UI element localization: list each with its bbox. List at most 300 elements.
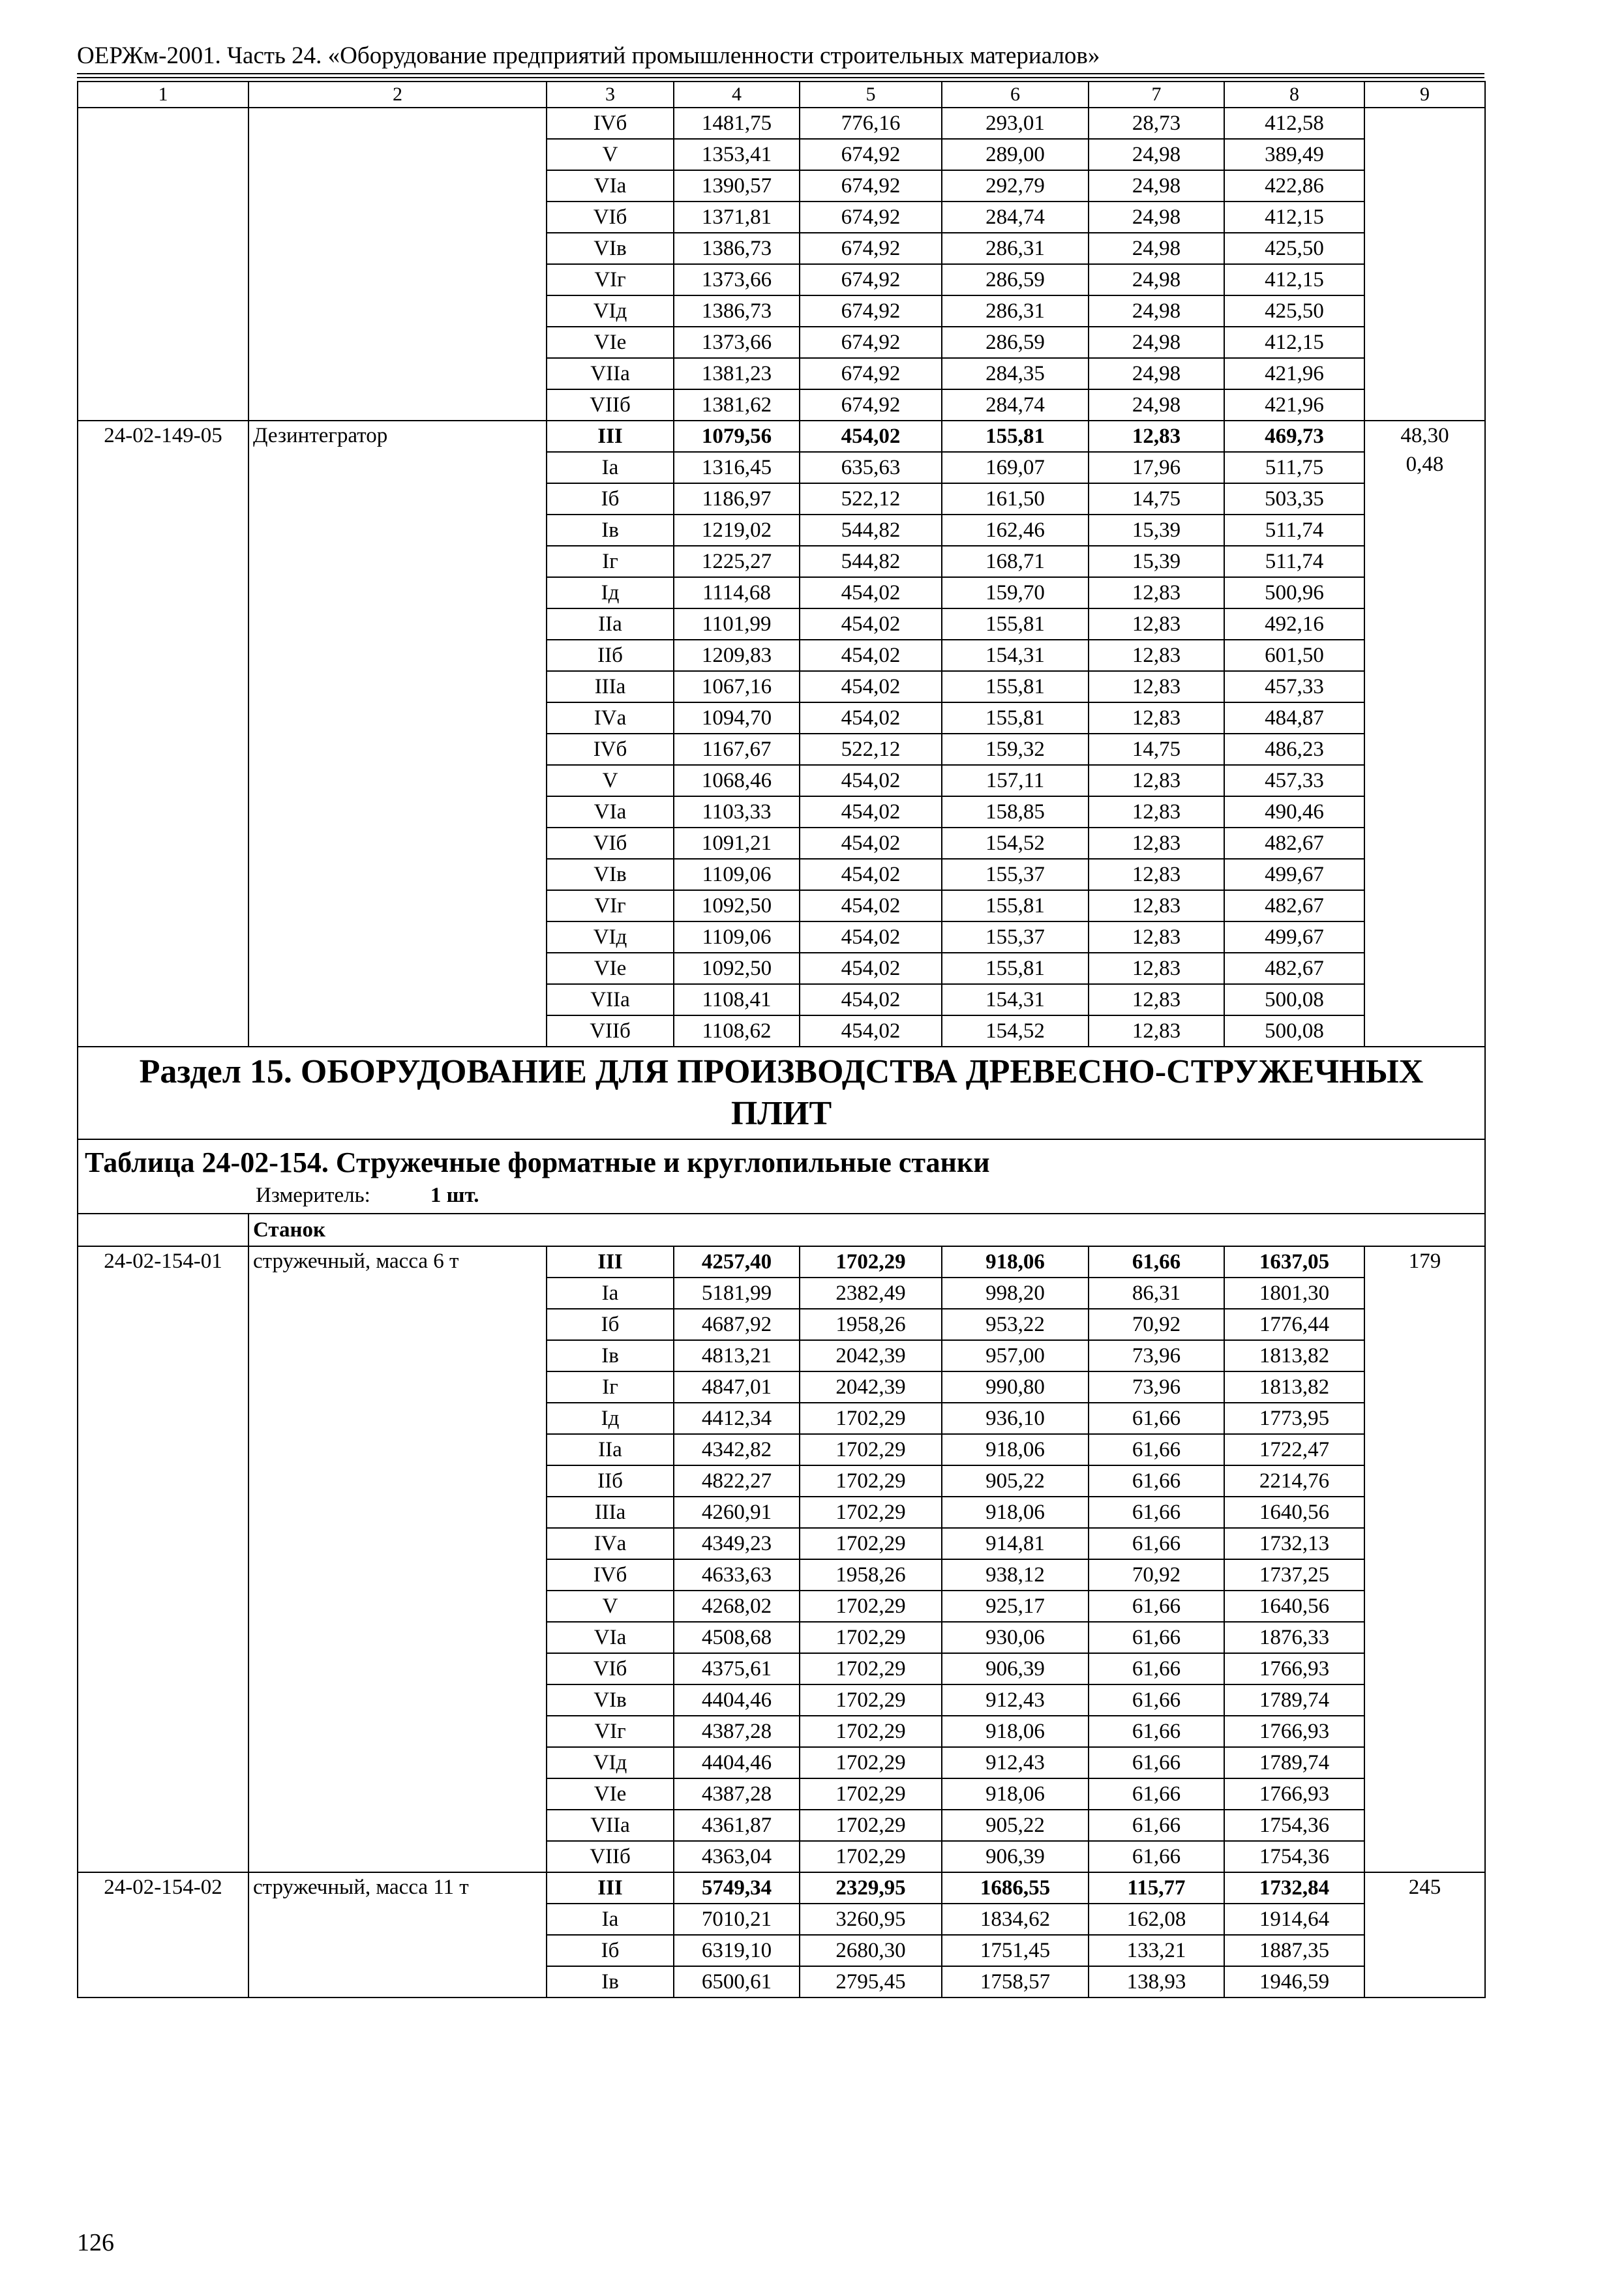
value-cell-c6: 159,70 xyxy=(942,577,1089,608)
value-cell-c7: 61,66 xyxy=(1089,1622,1224,1653)
value-cell-c7: 15,39 xyxy=(1089,546,1224,577)
zone-cell: IIб xyxy=(547,1465,674,1497)
value-cell-c7: 12,83 xyxy=(1089,671,1224,702)
value-cell-c8: 500,08 xyxy=(1224,1015,1364,1047)
value-cell-c4: 1386,73 xyxy=(674,233,800,264)
value-cell-c4: 4349,23 xyxy=(674,1528,800,1559)
zone-cell: III xyxy=(547,1872,674,1904)
value-cell-c7: 28,73 xyxy=(1089,108,1224,139)
value-cell-c7: 12,83 xyxy=(1089,796,1224,828)
value-cell-c4: 4508,68 xyxy=(674,1622,800,1653)
value-cell-c6: 157,11 xyxy=(942,765,1089,796)
value-cell-c5: 454,02 xyxy=(800,608,942,640)
value-cell-c8: 1887,35 xyxy=(1224,1935,1364,1966)
value-cell-c8: 1914,64 xyxy=(1224,1904,1364,1935)
value-cell-c5: 454,02 xyxy=(800,984,942,1015)
value-cell-c7: 61,66 xyxy=(1089,1497,1224,1528)
value-cell-c4: 1094,70 xyxy=(674,702,800,734)
value-cell-c4: 1186,97 xyxy=(674,483,800,515)
column-number-row xyxy=(78,82,1485,108)
value-cell-c5: 1702,29 xyxy=(800,1465,942,1497)
value-cell-c6: 293,01 xyxy=(942,108,1089,139)
measure-value: 1 шт. xyxy=(430,1184,479,1207)
value-cell-c4: 1109,06 xyxy=(674,859,800,890)
page-number: 126 xyxy=(77,2229,114,2256)
item-name xyxy=(248,108,547,421)
value-cell-c6: 1834,62 xyxy=(942,1904,1089,1935)
zone-cell: VIд xyxy=(547,1747,674,1778)
column-9-cell xyxy=(1364,421,1485,1047)
value-cell-c5: 454,02 xyxy=(800,671,942,702)
value-cell-c6: 155,81 xyxy=(942,702,1089,734)
value-cell-c4: 1381,62 xyxy=(674,389,800,421)
value-cell-c5: 1958,26 xyxy=(800,1559,942,1591)
zone-cell: IIIа xyxy=(547,671,674,702)
value-cell-c8: 490,46 xyxy=(1224,796,1364,828)
value-cell-c8: 511,75 xyxy=(1224,452,1364,483)
value-cell-c7: 17,96 xyxy=(1089,452,1224,483)
value-cell-c8: 1754,36 xyxy=(1224,1810,1364,1841)
value-cell-c6: 905,22 xyxy=(942,1465,1089,1497)
value-cell-c8: 425,50 xyxy=(1224,233,1364,264)
value-cell-c8: 482,67 xyxy=(1224,953,1364,984)
item-code: 24-02-149-05 xyxy=(78,421,248,1047)
value-cell-c8: 499,67 xyxy=(1224,859,1364,890)
value-cell-c8: 422,86 xyxy=(1224,170,1364,202)
value-cell-c4: 5181,99 xyxy=(674,1278,800,1309)
zone-cell: Iд xyxy=(547,1403,674,1434)
value-cell-c4: 4822,27 xyxy=(674,1465,800,1497)
value-cell-c4: 1386,73 xyxy=(674,295,800,327)
value-cell-c4: 1109,06 xyxy=(674,921,800,953)
page-header: ОЕРЖм-2001. Часть 24. «Оборудование предприятий промышленности строительных материалов» xyxy=(77,42,1100,69)
value-cell-c7: 15,39 xyxy=(1089,515,1224,546)
value-cell-c5: 454,02 xyxy=(800,828,942,859)
zone-cell: Iг xyxy=(547,546,674,577)
value-cell-c5: 454,02 xyxy=(800,421,942,452)
value-cell-c7: 12,83 xyxy=(1089,953,1224,984)
item-code: 24-02-154-02 xyxy=(78,1872,248,1997)
value-cell-c7: 24,98 xyxy=(1089,202,1224,233)
value-cell-c4: 1225,27 xyxy=(674,546,800,577)
value-cell-c7: 61,66 xyxy=(1089,1778,1224,1810)
value-cell-c7: 24,98 xyxy=(1089,264,1224,295)
value-cell-c6: 953,22 xyxy=(942,1309,1089,1340)
value-cell-c8: 389,49 xyxy=(1224,139,1364,170)
value-cell-c4: 1067,16 xyxy=(674,671,800,702)
value-cell-c6: 957,00 xyxy=(942,1340,1089,1371)
subheading-spacer xyxy=(78,1214,248,1246)
value-cell-c8: 421,96 xyxy=(1224,389,1364,421)
zone-cell: Iа xyxy=(547,1278,674,1309)
zone-cell: VIIа xyxy=(547,984,674,1015)
value-cell-c6: 914,81 xyxy=(942,1528,1089,1559)
zone-cell: VIIа xyxy=(547,1810,674,1841)
value-cell-c6: 284,74 xyxy=(942,202,1089,233)
value-cell-c7: 24,98 xyxy=(1089,327,1224,358)
column-number: 1 xyxy=(78,82,248,108)
value-cell-c8: 1732,13 xyxy=(1224,1528,1364,1559)
value-cell-c7: 61,66 xyxy=(1089,1810,1224,1841)
value-cell-c7: 61,66 xyxy=(1089,1653,1224,1684)
zone-cell: VIа xyxy=(547,796,674,828)
value-cell-c6: 168,71 xyxy=(942,546,1089,577)
item-code: 24-02-154-01 xyxy=(78,1246,248,1872)
value-cell-c8: 1789,74 xyxy=(1224,1747,1364,1778)
value-cell-c5: 674,92 xyxy=(800,295,942,327)
zone-cell: IVа xyxy=(547,1528,674,1559)
value-cell-c4: 4387,28 xyxy=(674,1778,800,1810)
value-cell-c5: 544,82 xyxy=(800,515,942,546)
table-caption xyxy=(78,1139,1485,1214)
value-cell-c4: 1481,75 xyxy=(674,108,800,139)
value-cell-c8: 1813,82 xyxy=(1224,1340,1364,1371)
value-cell-c6: 906,39 xyxy=(942,1841,1089,1872)
zone-cell: IVа xyxy=(547,702,674,734)
column-9-value: 179 xyxy=(1408,1249,1441,1273)
value-cell-c7: 61,66 xyxy=(1089,1403,1224,1434)
value-cell-c8: 1640,56 xyxy=(1224,1591,1364,1622)
value-cell-c4: 4847,01 xyxy=(674,1371,800,1403)
zone-cell: Iв xyxy=(547,1340,674,1371)
column-number: 7 xyxy=(1089,82,1224,108)
value-cell-c5: 1702,29 xyxy=(800,1841,942,1872)
zone-cell: VIв xyxy=(547,233,674,264)
value-cell-c4: 1381,23 xyxy=(674,358,800,389)
value-cell-c6: 990,80 xyxy=(942,1371,1089,1403)
value-cell-c7: 12,83 xyxy=(1089,984,1224,1015)
value-cell-c6: 284,74 xyxy=(942,389,1089,421)
value-cell-c5: 2042,39 xyxy=(800,1340,942,1371)
value-cell-c8: 412,15 xyxy=(1224,202,1364,233)
column-9-value: 245 xyxy=(1408,1876,1441,1899)
value-cell-c7: 61,66 xyxy=(1089,1246,1224,1278)
value-cell-c4: 4687,92 xyxy=(674,1309,800,1340)
value-cell-c5: 454,02 xyxy=(800,640,942,671)
value-cell-c8: 1789,74 xyxy=(1224,1684,1364,1716)
zone-cell: IIIа xyxy=(547,1497,674,1528)
value-cell-c5: 674,92 xyxy=(800,327,942,358)
zone-cell: III xyxy=(547,1246,674,1278)
zone-cell: VIIб xyxy=(547,1841,674,1872)
value-cell-c6: 155,81 xyxy=(942,890,1089,921)
value-cell-c5: 454,02 xyxy=(800,921,942,953)
value-cell-c8: 1722,47 xyxy=(1224,1434,1364,1465)
zone-cell: VIIб xyxy=(547,389,674,421)
value-cell-c4: 1209,83 xyxy=(674,640,800,671)
value-cell-c7: 70,92 xyxy=(1089,1559,1224,1591)
value-cell-c7: 61,66 xyxy=(1089,1841,1224,1872)
value-cell-c4: 7010,21 xyxy=(674,1904,800,1935)
value-cell-c5: 1958,26 xyxy=(800,1309,942,1340)
value-cell-c6: 158,85 xyxy=(942,796,1089,828)
value-cell-c5: 1702,29 xyxy=(800,1434,942,1465)
value-cell-c5: 674,92 xyxy=(800,233,942,264)
value-cell-c7: 115,77 xyxy=(1089,1872,1224,1904)
measure-unit xyxy=(85,1182,1478,1209)
value-cell-c6: 162,46 xyxy=(942,515,1089,546)
value-cell-c4: 1079,56 xyxy=(674,421,800,452)
zone-cell: III xyxy=(547,421,674,452)
value-cell-c7: 24,98 xyxy=(1089,389,1224,421)
value-cell-c7: 24,98 xyxy=(1089,233,1224,264)
value-cell-c8: 1776,44 xyxy=(1224,1309,1364,1340)
value-cell-c7: 61,66 xyxy=(1089,1684,1224,1716)
value-cell-c7: 14,75 xyxy=(1089,734,1224,765)
value-cell-c6: 286,31 xyxy=(942,233,1089,264)
value-cell-c5: 2329,95 xyxy=(800,1872,942,1904)
rates-table xyxy=(77,81,1486,1998)
value-cell-c4: 6319,10 xyxy=(674,1935,800,1966)
value-cell-c4: 4363,04 xyxy=(674,1841,800,1872)
value-cell-c6: 292,79 xyxy=(942,170,1089,202)
section-row xyxy=(78,1047,1485,1139)
value-cell-c8: 601,50 xyxy=(1224,640,1364,671)
zone-cell: Iв xyxy=(547,1966,674,1997)
value-cell-c6: 284,35 xyxy=(942,358,1089,389)
zone-cell: IIа xyxy=(547,608,674,640)
value-cell-c5: 1702,29 xyxy=(800,1622,942,1653)
value-cell-c5: 1702,29 xyxy=(800,1403,942,1434)
column-number: 4 xyxy=(674,82,800,108)
value-cell-c6: 1686,55 xyxy=(942,1872,1089,1904)
value-cell-c4: 1373,66 xyxy=(674,327,800,358)
value-cell-c4: 1390,57 xyxy=(674,170,800,202)
value-cell-c7: 12,83 xyxy=(1089,421,1224,452)
value-cell-c7: 73,96 xyxy=(1089,1371,1224,1403)
table-caption-row xyxy=(78,1139,1485,1214)
value-cell-c5: 674,92 xyxy=(800,170,942,202)
value-cell-c7: 12,83 xyxy=(1089,921,1224,953)
table-row xyxy=(78,108,1485,139)
value-cell-c4: 4633,63 xyxy=(674,1559,800,1591)
zone-cell: VIа xyxy=(547,170,674,202)
value-cell-c4: 4257,40 xyxy=(674,1246,800,1278)
value-cell-c5: 544,82 xyxy=(800,546,942,577)
value-cell-c7: 61,66 xyxy=(1089,1747,1224,1778)
value-cell-c4: 4375,61 xyxy=(674,1653,800,1684)
value-cell-c7: 162,08 xyxy=(1089,1904,1224,1935)
value-cell-c5: 635,63 xyxy=(800,452,942,483)
column-number: 3 xyxy=(547,82,674,108)
value-cell-c5: 1702,29 xyxy=(800,1747,942,1778)
value-cell-c5: 454,02 xyxy=(800,796,942,828)
value-cell-c8: 1813,82 xyxy=(1224,1371,1364,1403)
zone-cell: IVб xyxy=(547,108,674,139)
value-cell-c7: 61,66 xyxy=(1089,1528,1224,1559)
value-cell-c5: 1702,29 xyxy=(800,1716,942,1747)
value-cell-c8: 492,16 xyxy=(1224,608,1364,640)
value-cell-c6: 286,31 xyxy=(942,295,1089,327)
value-cell-c8: 482,67 xyxy=(1224,828,1364,859)
value-cell-c4: 1092,50 xyxy=(674,890,800,921)
value-cell-c4: 1371,81 xyxy=(674,202,800,233)
value-cell-c4: 4404,46 xyxy=(674,1684,800,1716)
value-cell-c5: 2795,45 xyxy=(800,1966,942,1997)
value-cell-c4: 1114,68 xyxy=(674,577,800,608)
value-cell-c6: 286,59 xyxy=(942,264,1089,295)
value-cell-c6: 154,52 xyxy=(942,1015,1089,1047)
value-cell-c6: 936,10 xyxy=(942,1403,1089,1434)
zone-cell: Iб xyxy=(547,1935,674,1966)
value-cell-c6: 925,17 xyxy=(942,1591,1089,1622)
zone-cell: Iа xyxy=(547,1904,674,1935)
value-cell-c8: 486,23 xyxy=(1224,734,1364,765)
value-cell-c8: 1640,56 xyxy=(1224,1497,1364,1528)
value-cell-c5: 674,92 xyxy=(800,139,942,170)
zone-cell: Iв xyxy=(547,515,674,546)
header-rule xyxy=(77,73,1484,74)
value-cell-c4: 1353,41 xyxy=(674,139,800,170)
value-cell-c4: 1108,62 xyxy=(674,1015,800,1047)
value-cell-c6: 918,06 xyxy=(942,1778,1089,1810)
value-cell-c8: 425,50 xyxy=(1224,295,1364,327)
value-cell-c4: 1219,02 xyxy=(674,515,800,546)
item-code xyxy=(78,108,248,421)
value-cell-c8: 500,96 xyxy=(1224,577,1364,608)
value-cell-c7: 24,98 xyxy=(1089,358,1224,389)
value-cell-c5: 674,92 xyxy=(800,264,942,295)
value-cell-c6: 1751,45 xyxy=(942,1935,1089,1966)
value-cell-c7: 61,66 xyxy=(1089,1716,1224,1747)
value-cell-c5: 454,02 xyxy=(800,1015,942,1047)
zone-cell: VIб xyxy=(547,1653,674,1684)
table-title: Таблица 24-02-154. Стружечные форматные и круглопильные станки xyxy=(85,1146,990,1178)
item-name: стружечный, масса 6 т xyxy=(248,1246,547,1872)
value-cell-c6: 905,22 xyxy=(942,1810,1089,1841)
value-cell-c4: 4268,02 xyxy=(674,1591,800,1622)
measure-label: Измеритель: xyxy=(256,1184,370,1207)
zone-cell: VIе xyxy=(547,1778,674,1810)
value-cell-c5: 522,12 xyxy=(800,483,942,515)
value-cell-c6: 918,06 xyxy=(942,1434,1089,1465)
column-number: 6 xyxy=(942,82,1089,108)
value-cell-c4: 1092,50 xyxy=(674,953,800,984)
value-cell-c5: 674,92 xyxy=(800,389,942,421)
value-cell-c8: 1773,95 xyxy=(1224,1403,1364,1434)
value-cell-c4: 1068,46 xyxy=(674,765,800,796)
value-cell-c8: 1876,33 xyxy=(1224,1622,1364,1653)
value-cell-c6: 912,43 xyxy=(942,1747,1089,1778)
value-cell-c6: 154,31 xyxy=(942,984,1089,1015)
zone-cell: V xyxy=(547,765,674,796)
value-cell-c8: 503,35 xyxy=(1224,483,1364,515)
zone-cell: Iб xyxy=(547,483,674,515)
value-cell-c4: 4387,28 xyxy=(674,1716,800,1747)
value-cell-c4: 4361,87 xyxy=(674,1810,800,1841)
item-name: стружечный, масса 11 т xyxy=(248,1872,547,1997)
value-cell-c8: 500,08 xyxy=(1224,984,1364,1015)
value-cell-c6: 930,06 xyxy=(942,1622,1089,1653)
value-cell-c8: 1766,93 xyxy=(1224,1653,1364,1684)
value-cell-c5: 2382,49 xyxy=(800,1278,942,1309)
value-cell-c4: 5749,34 xyxy=(674,1872,800,1904)
value-cell-c8: 469,73 xyxy=(1224,421,1364,452)
value-cell-c4: 4813,21 xyxy=(674,1340,800,1371)
value-cell-c8: 511,74 xyxy=(1224,546,1364,577)
zone-cell: VIб xyxy=(547,828,674,859)
value-cell-c7: 12,83 xyxy=(1089,765,1224,796)
zone-cell: VIв xyxy=(547,1684,674,1716)
zone-cell: V xyxy=(547,1591,674,1622)
value-cell-c6: 155,37 xyxy=(942,921,1089,953)
zone-cell: VIг xyxy=(547,890,674,921)
value-cell-c4: 1091,21 xyxy=(674,828,800,859)
value-cell-c6: 289,00 xyxy=(942,139,1089,170)
value-cell-c5: 454,02 xyxy=(800,953,942,984)
value-cell-c4: 1167,67 xyxy=(674,734,800,765)
value-cell-c7: 12,83 xyxy=(1089,702,1224,734)
zone-cell: IVб xyxy=(547,1559,674,1591)
value-cell-c8: 412,15 xyxy=(1224,264,1364,295)
value-cell-c5: 674,92 xyxy=(800,202,942,233)
value-cell-c7: 12,83 xyxy=(1089,859,1224,890)
value-cell-c5: 454,02 xyxy=(800,765,942,796)
value-cell-c6: 918,06 xyxy=(942,1497,1089,1528)
value-cell-c7: 61,66 xyxy=(1089,1591,1224,1622)
value-cell-c4: 1316,45 xyxy=(674,452,800,483)
value-cell-c6: 906,39 xyxy=(942,1653,1089,1684)
value-cell-c6: 169,07 xyxy=(942,452,1089,483)
value-cell-c7: 73,96 xyxy=(1089,1340,1224,1371)
value-cell-c7: 138,93 xyxy=(1089,1966,1224,1997)
value-cell-c8: 2214,76 xyxy=(1224,1465,1364,1497)
value-cell-c7: 86,31 xyxy=(1089,1278,1224,1309)
value-cell-c7: 12,83 xyxy=(1089,640,1224,671)
value-cell-c4: 4412,34 xyxy=(674,1403,800,1434)
value-cell-c4: 4260,91 xyxy=(674,1497,800,1528)
value-cell-c5: 454,02 xyxy=(800,702,942,734)
value-cell-c8: 1754,36 xyxy=(1224,1841,1364,1872)
value-cell-c7: 14,75 xyxy=(1089,483,1224,515)
value-cell-c6: 998,20 xyxy=(942,1278,1089,1309)
value-cell-c7: 24,98 xyxy=(1089,295,1224,327)
column-9-cell xyxy=(1364,1246,1485,1872)
zone-cell: VIе xyxy=(547,953,674,984)
table-row xyxy=(78,421,1485,452)
zone-cell: VIIб xyxy=(547,1015,674,1047)
value-cell-c4: 1373,66 xyxy=(674,264,800,295)
column-number: 2 xyxy=(248,82,547,108)
table-body xyxy=(78,82,1485,1997)
value-cell-c8: 1732,84 xyxy=(1224,1872,1364,1904)
value-cell-c6: 938,12 xyxy=(942,1559,1089,1591)
subheading: Станок xyxy=(248,1214,1485,1246)
header-rule-double xyxy=(77,77,1484,78)
value-cell-c5: 454,02 xyxy=(800,859,942,890)
value-cell-c4: 6500,61 xyxy=(674,1966,800,1997)
value-cell-c4: 1108,41 xyxy=(674,984,800,1015)
value-cell-c7: 12,83 xyxy=(1089,890,1224,921)
value-cell-c8: 499,67 xyxy=(1224,921,1364,953)
value-cell-c8: 511,74 xyxy=(1224,515,1364,546)
value-cell-c6: 155,81 xyxy=(942,671,1089,702)
value-cell-c8: 1946,59 xyxy=(1224,1966,1364,1997)
value-cell-c8: 412,15 xyxy=(1224,327,1364,358)
value-cell-c7: 12,83 xyxy=(1089,577,1224,608)
value-cell-c5: 1702,29 xyxy=(800,1246,942,1278)
section-title: Раздел 15. ОБОРУДОВАНИЕ ДЛЯ ПРОИЗВОДСТВА ДРЕВЕСНО-СТРУЖЕЧНЫХ ПЛИТ xyxy=(78,1047,1485,1139)
zone-cell: Iд xyxy=(547,577,674,608)
value-cell-c6: 155,81 xyxy=(942,608,1089,640)
item-name: Дезинтегратор xyxy=(248,421,547,1047)
zone-cell: Iб xyxy=(547,1309,674,1340)
zone-cell: VIг xyxy=(547,1716,674,1747)
value-cell-c7: 61,66 xyxy=(1089,1465,1224,1497)
zone-cell: IVб xyxy=(547,734,674,765)
value-cell-c5: 674,92 xyxy=(800,358,942,389)
zone-cell: VIг xyxy=(547,264,674,295)
